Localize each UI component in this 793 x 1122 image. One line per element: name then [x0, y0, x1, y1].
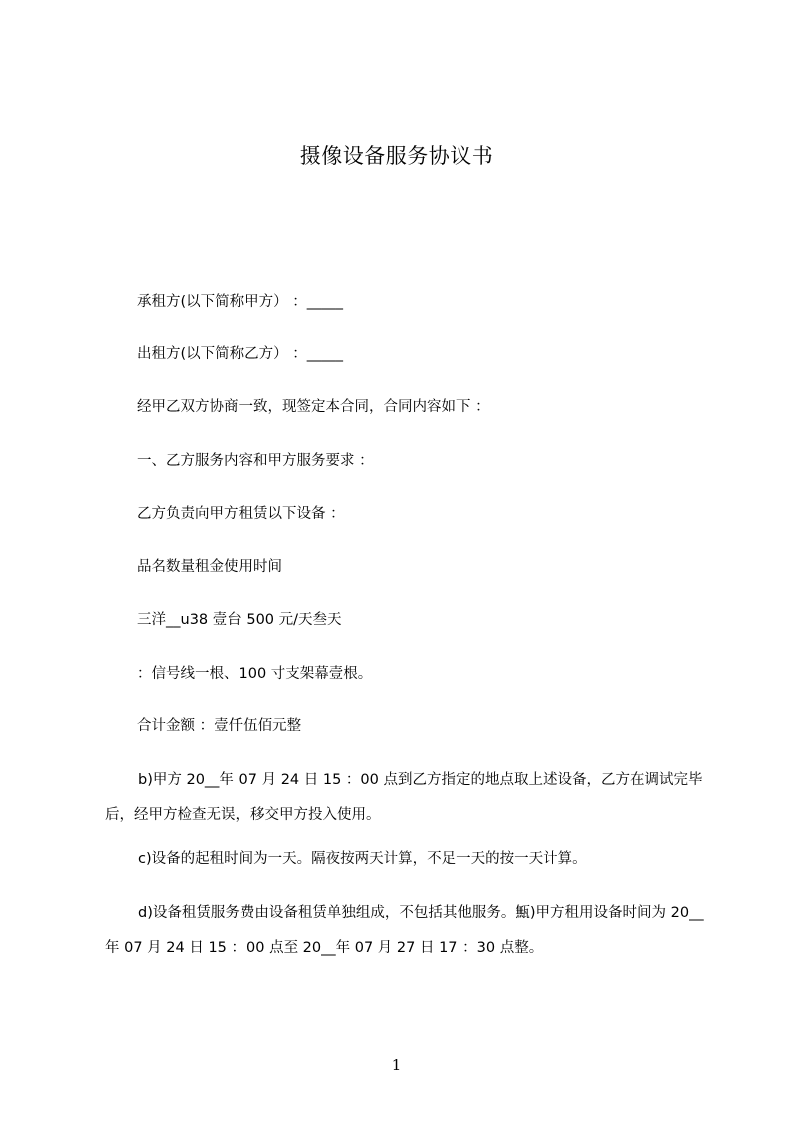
clause-d [105, 896, 715, 966]
total-amount-line: 合计金额 ：壹仟伍佰元整 [137, 718, 302, 734]
page-number: 1 [391, 1056, 402, 1074]
clause-c-text: c)设备的起租时间为一天。隔夜按两天计算，不足一天的按一天计算。 [138, 851, 587, 867]
lessee-line: 承租方(以下简称甲方） ：_____ [137, 294, 344, 310]
equipment-table-header: 品名数量租金使用时间 [137, 559, 282, 575]
rental-equipment-intro: 乙方负责向甲方租赁以下设备 ： [137, 506, 345, 522]
clause-b [105, 763, 715, 833]
equipment-row: 三洋__u38 壹台 500 元/天叁天 [137, 612, 342, 628]
clause-b-text: b)甲方 20__年 07 月 24 日 15 ：00 点到乙方指定的地点取上述设备，乙方在调试完毕后，经甲方检查无误，移交甲方投入使用。 [105, 772, 703, 823]
document-title: 摄像设备服务协议书 [299, 144, 494, 168]
section-heading-1: 一、乙方服务内容和甲方服务要求 ： [137, 453, 374, 469]
lessor-line: 出租方(以下简称乙方） ：_____ [137, 346, 344, 362]
accessories-line: ：信号线一根、100 寸支架幕壹根。 [137, 666, 373, 682]
agreement-intro: 经甲乙双方协商一致，现签定本合同，合同内容如下 ： [137, 399, 490, 415]
clause-c [105, 842, 715, 877]
clause-d-text: d)设备租赁服务费由设备租赁单独组成，不包括其他服务。甒)甲方租用设备时间为 20__年 07 月 24 日 15 ：00 点至 20__年 07 月 27 日 17 ：30 点整。 [105, 905, 704, 956]
